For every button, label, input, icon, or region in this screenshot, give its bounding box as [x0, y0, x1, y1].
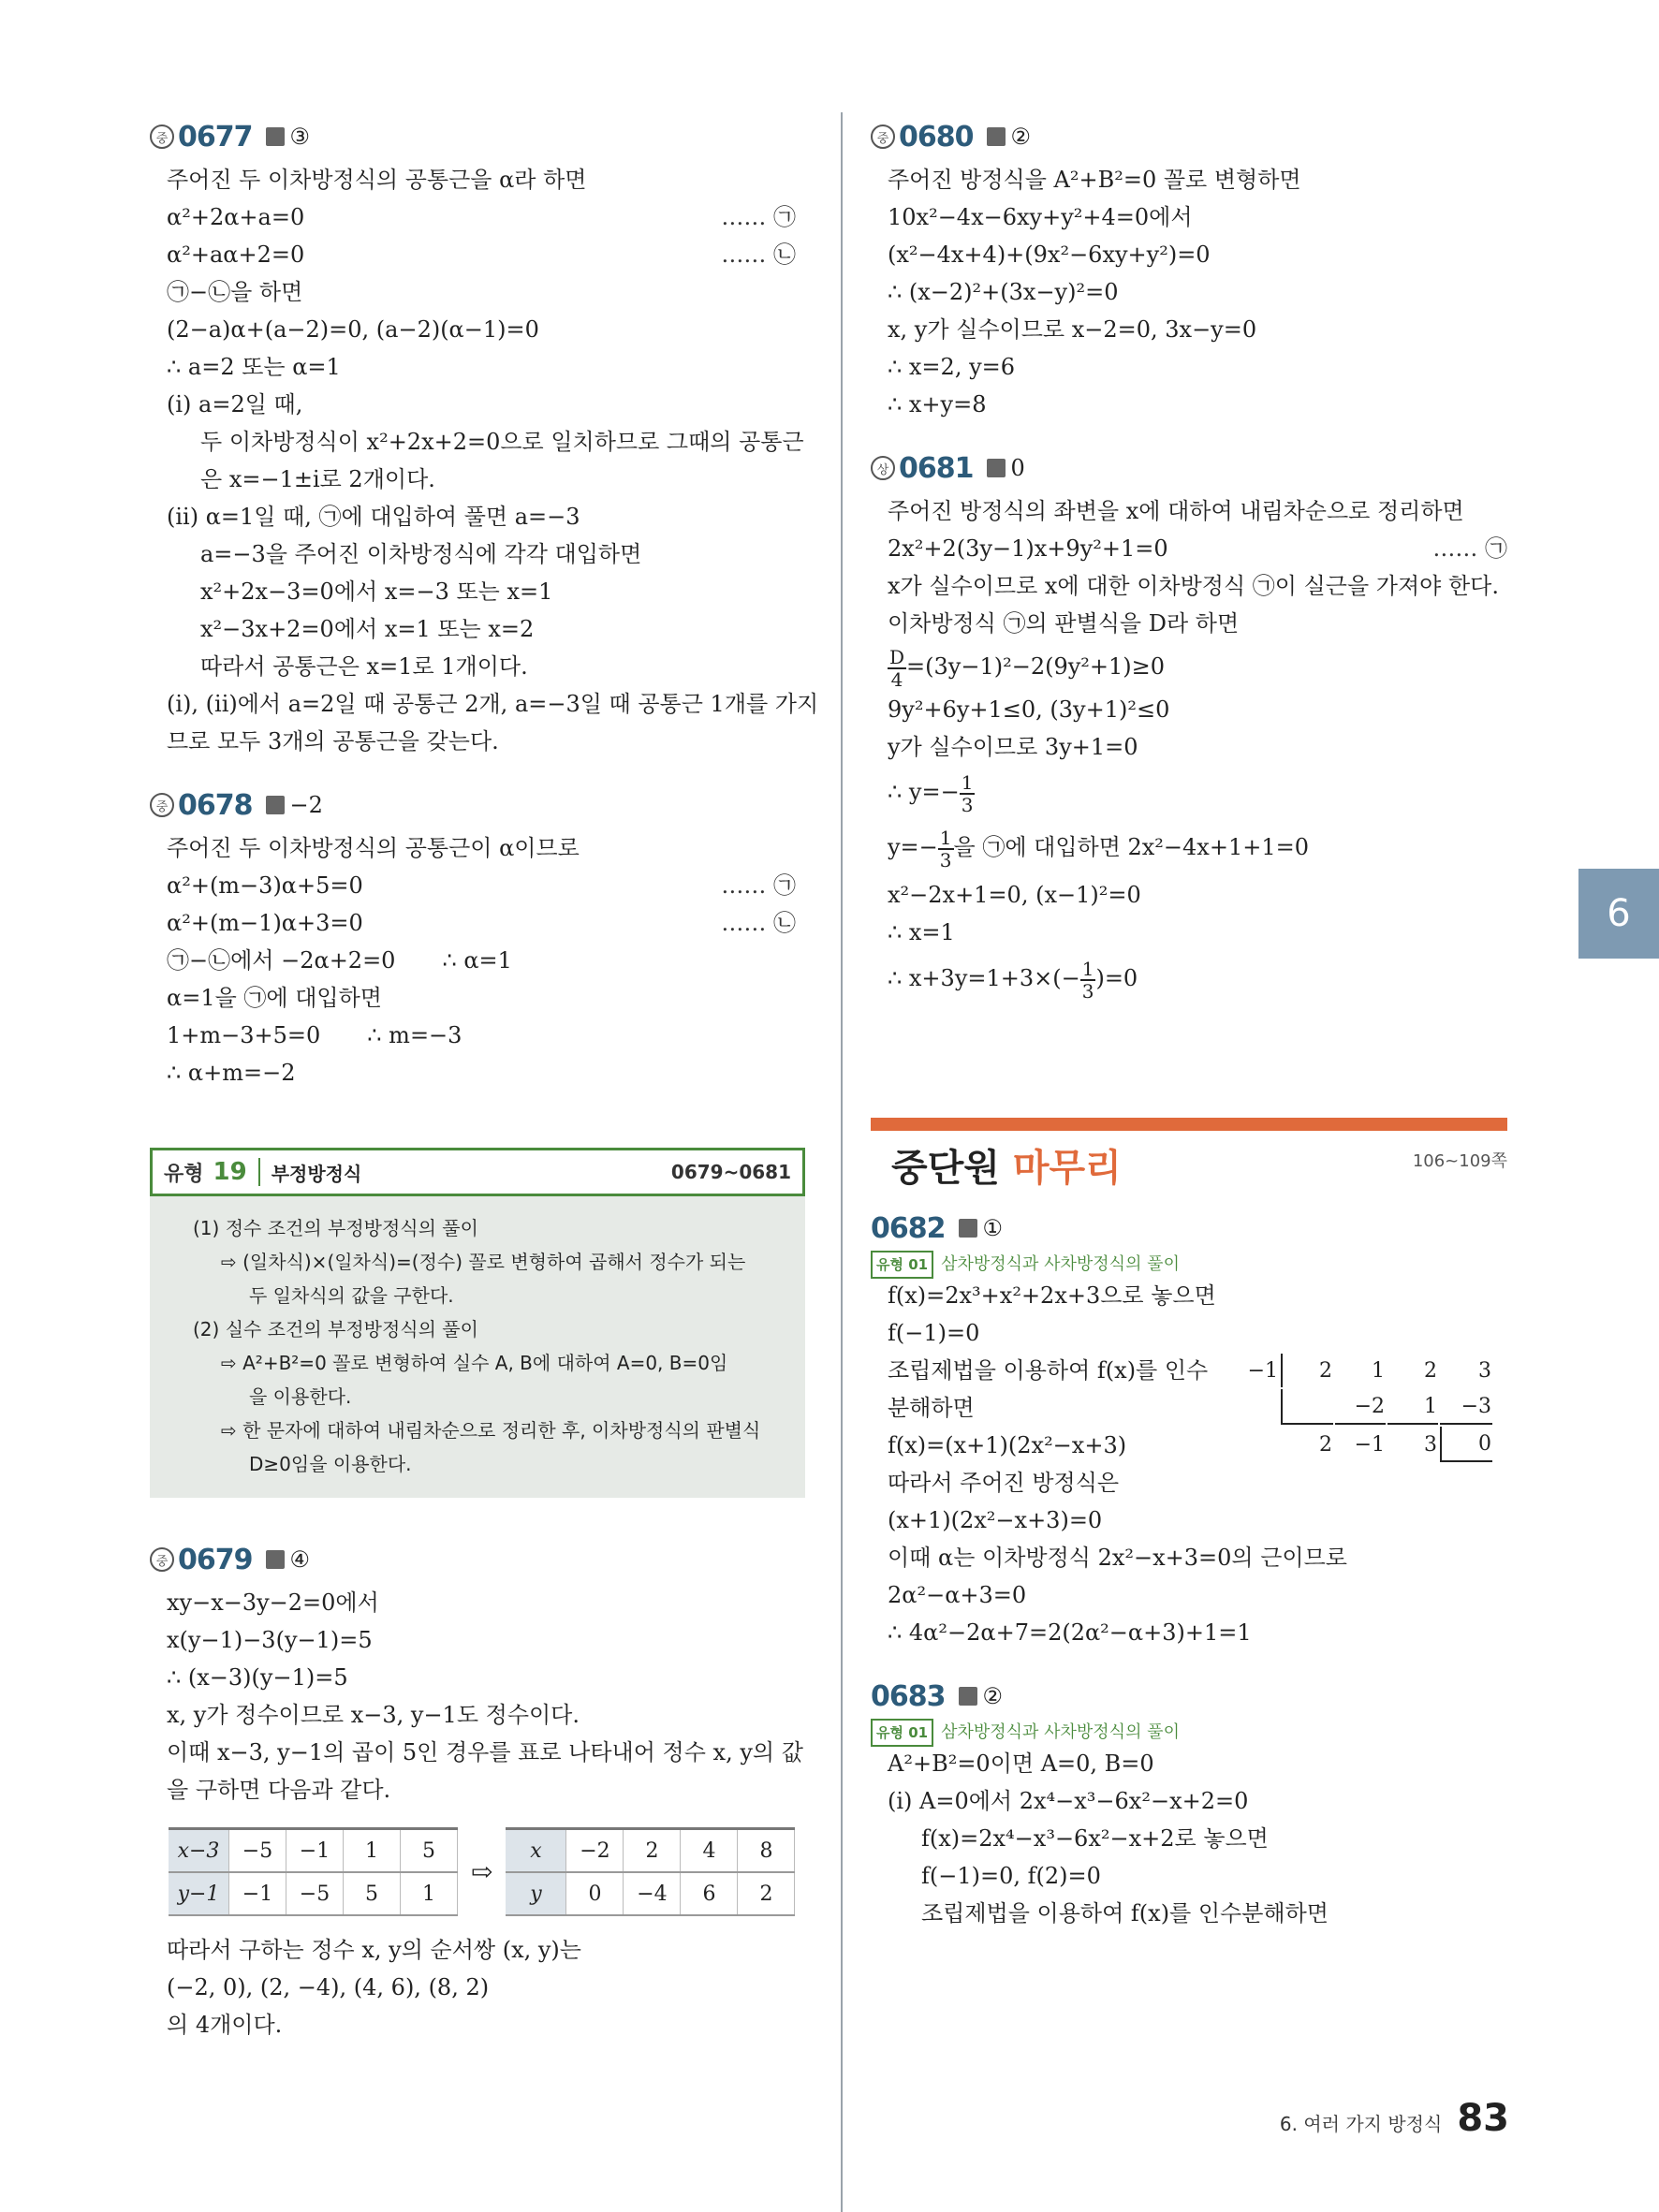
answer: ③	[266, 124, 311, 150]
solution-line: 이차방정식 ㉠의 판별식을 D라 하면	[888, 610, 1240, 637]
solution-line: 조립제법을 이용하여 f(x)를 인수	[888, 1357, 1209, 1384]
solution-line: (i) A=0에서 2x⁴−x³−6x²−x+2=0	[888, 1788, 1249, 1814]
solution-line: (x+1)(2x²−x+3)=0	[888, 1507, 1103, 1533]
problem-header	[871, 112, 1517, 161]
solution-line: x²−3x+2=0에서 x=1 또는 x=2	[200, 616, 535, 642]
solution-line: f(x)=(x+1)(2x²−x+3)	[888, 1432, 1127, 1458]
problem-0680	[871, 112, 1517, 423]
solution-line: 이때 x−3, y−1의 곱이 5인 경우를 표로 나타내어 정수 x, y의 값	[167, 1739, 803, 1765]
solution-line: α²+aα+2=0 …… ㉡	[167, 242, 796, 268]
problem-number: 0677	[178, 120, 253, 154]
solution-line: 두 이차방정식이 x²+2x+2=0으로 일치하므로 그때의 공통근	[200, 429, 804, 455]
type-reference: 유형 01 삼차방정식과 사차방정식의 풀이	[871, 1252, 1517, 1277]
problem-header	[150, 112, 805, 161]
solution-line: 1+m−3+5=0 ∴ m=−3	[167, 1022, 462, 1048]
table-factors: x−3 −5 −1 1 5 y−1 −1 −5 5 1	[169, 1827, 458, 1916]
solution-line: ㉠−㉡을 하면	[167, 279, 303, 305]
level-badge: 중	[150, 1547, 174, 1572]
problem-0683	[871, 1672, 1517, 1932]
problem-0682	[871, 1204, 1517, 1651]
solution-line: 주어진 두 이차방정식의 공통근이 α이므로	[167, 835, 580, 861]
solution-line: 을 구하면 다음과 같다.	[167, 1777, 391, 1803]
type-reference: 유형 01 삼차방정식과 사차방정식의 풀이	[871, 1721, 1517, 1745]
left-column	[150, 112, 819, 2064]
section-title: 중단원 마무리	[891, 1147, 1122, 1190]
problem-number: 0683	[871, 1679, 946, 1713]
solution-line: (i), (ii)에서 a=2일 때 공통근 2개, a=−3일 때 공통근 1개를 가지	[167, 691, 819, 717]
solution-line: α=1을 ㉠에 대입하면	[167, 985, 382, 1011]
synthetic-division: −1 2 1 2 3 −2 1 −3 2 −1 3 0	[1226, 1352, 1494, 1464]
solution-line: 2x²+2(3y−1)x+9y²+1=0 …… ㉠	[888, 535, 1507, 562]
answer: ②	[959, 1683, 1004, 1709]
solution-line: x, y가 실수이므로 x−2=0, 3x−y=0	[888, 316, 1257, 343]
answer-icon	[959, 1687, 977, 1706]
problem-0679	[150, 1535, 805, 2044]
solution-line: ㉠−㉡에서 −2α+2=0 ∴ α=1	[167, 947, 512, 974]
solution-line: (x²−4x+4)+(9x²−6xy+y²)=0	[888, 242, 1211, 268]
problem-header	[871, 1672, 1517, 1721]
solution-line: xy−x−3y−2=0에서	[167, 1589, 379, 1616]
type-19-body: (1) 정수 조건의 부정방정식의 풀이 ⇨ (일차식)×(일차식)=(정수) 꼴로 변형하여 곱해서 정수가 되는 두 일차식의 값을 구한다. (2) 실수 조건의 부정방정식의 풀이 ⇨ A²+B²=0 꼴로 변형하여 실수 A, B에 대하여 A=0, B=0임 을 이용한다. ⇨ 한 문자에 대하여 내림차순으로 정리한 후, 이차방정식의 판별식 D≥0임을 이용한다.	[150, 1196, 805, 1498]
solution-line: f(−1)=0	[888, 1320, 980, 1346]
answer-icon	[959, 1219, 977, 1238]
type-range: 0679~0681	[670, 1161, 791, 1183]
solution-line: y=− $\frac{1}{3}$ 을 ㉠에 대입하면 2x²−4x+1+1=0	[888, 826, 1309, 872]
problem-header	[150, 1535, 805, 1584]
type-title: 부정방정식	[271, 1162, 362, 1185]
value-tables	[169, 1827, 805, 1916]
solution-line: (−2, 0), (2, −4), (4, 6), (8, 2)	[167, 1974, 490, 2000]
level-badge: 중	[150, 125, 174, 149]
section-header	[871, 1118, 1517, 1190]
solution-line: 조립제법을 이용하여 f(x)를 인수분해하면	[921, 1900, 1329, 1926]
solution-line: 따라서 공통근은 x=1로 1개이다.	[200, 653, 528, 680]
solution-line: 은 x=−1±i로 2개이다.	[200, 466, 435, 492]
solution-line: 주어진 방정식을 A²+B²=0 꼴로 변형하면	[888, 167, 1301, 193]
solution-line: (i) a=2일 때,	[167, 391, 303, 417]
solution-line: x²−2x+1=0, (x−1)²=0	[888, 882, 1141, 908]
solution-line: ∴ α+m=−2	[167, 1060, 296, 1086]
problem-0677	[150, 112, 819, 760]
solution-line: 므로 모두 3개의 공통근을 갖는다.	[167, 728, 499, 754]
chapter-title: 6. 여러 가지 방정식	[1279, 2113, 1443, 2135]
answer-icon	[987, 127, 1006, 146]
chapter-tab: 6	[1578, 869, 1659, 959]
answer: 0	[987, 455, 1025, 481]
answer-icon	[266, 796, 285, 814]
problem-number: 0682	[871, 1211, 946, 1245]
solution-line: ∴ y=− $\frac{1}{3}$	[888, 770, 974, 816]
solution-line: ∴ x=1	[888, 919, 955, 945]
problem-number: 0679	[178, 1543, 253, 1576]
problem-0678	[150, 781, 805, 1091]
answer: ①	[959, 1215, 1004, 1241]
page-number: 83	[1457, 2097, 1509, 2140]
solution-line: 따라서 주어진 방정식은	[888, 1470, 1120, 1496]
level-badge: 중	[150, 793, 174, 817]
solution-line: ∴ 4α²−2α+7=2(2α²−α+3)+1=1	[888, 1619, 1252, 1646]
solution-line: 10x²−4x−6xy+y²+4=0에서	[888, 204, 1193, 230]
problem-header	[150, 781, 805, 829]
solution-line: (2−a)α+(a−2)=0, (a−2)(α−1)=0	[167, 316, 539, 343]
solution-line: 분해하면	[888, 1395, 975, 1421]
solution-line: ∴ (x−3)(y−1)=5	[167, 1664, 348, 1691]
type-19-header: 유형 19 부정방정식 0679~0681	[150, 1148, 805, 1196]
section-pages: 106~109쪽	[1412, 1151, 1507, 1171]
problem-number: 0681	[899, 451, 974, 485]
solution-line: α²+(m−3)α+5=0 …… ㉠	[167, 872, 796, 899]
solution-line: 9y²+6y+1≤0, (3y+1)²≤0	[888, 696, 1170, 723]
solution-line: f(x)=2x³+x²+2x+3으로 놓으면	[888, 1282, 1216, 1309]
solution-line: y가 실수이므로 3y+1=0	[888, 734, 1138, 760]
solution-line: 주어진 방정식의 좌변을 x에 대하여 내림차순으로 정리하면	[888, 498, 1464, 524]
section-bar	[871, 1118, 1507, 1131]
answer-icon	[266, 1550, 285, 1569]
solution-line: 이때 α는 이차방정식 2x²−x+3=0의 근이므로	[888, 1545, 1347, 1571]
solution-line: x²+2x−3=0에서 x=−3 또는 x=1	[200, 579, 553, 605]
answer: ④	[266, 1546, 311, 1573]
level-badge: 중	[871, 125, 895, 149]
table-xy: x −2 2 4 8 y 0 −4 6 2	[506, 1827, 795, 1916]
solution-line: $\frac{D}{4}$ =(3y−1)²−2(9y²+1)≥0	[889, 645, 1166, 691]
answer-icon	[987, 459, 1006, 477]
solution-line: ∴ (x−2)²+(3x−y)²=0	[888, 279, 1119, 305]
right-column	[871, 112, 1517, 1953]
solution-line: f(x)=2x⁴−x³−6x²−x+2로 놓으면	[921, 1825, 1269, 1852]
solution-line: 따라서 구하는 정수 x, y의 순서쌍 (x, y)는	[167, 1937, 581, 1963]
level-badge: 상	[871, 456, 895, 480]
solution-line: ∴ x+y=8	[888, 391, 987, 417]
solution-line: (ii) α=1일 때, ㉠에 대입하여 풀면 a=−3	[167, 504, 580, 530]
solution-line: A²+B²=0이면 A=0, B=0	[888, 1751, 1154, 1777]
solution-line: ∴ x=2, y=6	[888, 354, 1016, 380]
solution-line: ∴ x+3y=1+3×(− $\frac{1}{3}$ )=0	[888, 957, 1138, 1003]
problem-number: 0678	[178, 788, 253, 822]
answer: −2	[266, 792, 323, 818]
solution-line: 2α²−α+3=0	[888, 1582, 1027, 1608]
column-divider	[841, 112, 843, 2212]
problem-header	[871, 1204, 1517, 1252]
answer-icon	[266, 127, 285, 146]
problem-number: 0680	[899, 120, 974, 154]
problem-0681	[871, 444, 1517, 1005]
arrow-icon: ⇨	[471, 1856, 493, 1887]
solution-line: 의 4개이다.	[167, 2012, 283, 2038]
solution-line: f(−1)=0, f(2)=0	[921, 1863, 1101, 1889]
solution-line: α²+(m−1)α+3=0 …… ㉡	[167, 910, 796, 936]
solution-line: x, y가 정수이므로 x−3, y−1도 정수이다.	[167, 1702, 580, 1728]
solution-line: x(y−1)−3(y−1)=5	[167, 1627, 373, 1653]
solution-line: α²+2α+a=0 …… ㉠	[167, 204, 796, 230]
solution-line: a=−3을 주어진 이차방정식에 각각 대입하면	[200, 541, 642, 567]
problem-header	[871, 444, 1517, 492]
solution-line: x가 실수이므로 x에 대한 이차방정식 ㉠이 실근을 가져야 한다.	[888, 573, 1499, 599]
answer: ②	[987, 124, 1032, 150]
solution-line: 주어진 두 이차방정식의 공통근을 α라 하면	[167, 167, 587, 193]
page-footer	[1280, 2097, 1509, 2140]
solution-line: ∴ a=2 또는 α=1	[167, 354, 341, 380]
